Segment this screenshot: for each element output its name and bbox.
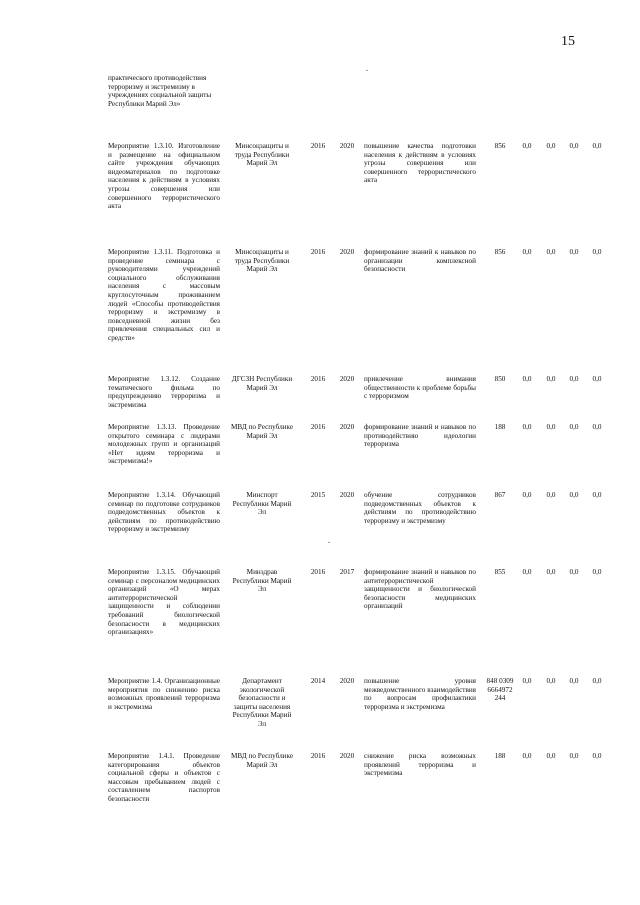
year-start: 2014	[310, 677, 326, 685]
expected-result: привлечение внимания общественности к проблеме борьбы с терроризмом	[364, 375, 476, 401]
executor: ДГСЗН Республики Марий Эл	[231, 375, 293, 392]
expected-result: обучение сотрудников подведомственных объектов к действиям по противодействию терроризму и экстремизму	[364, 491, 476, 525]
executor: МВД по Республике Марий Эл	[230, 752, 294, 769]
executor: Минздрав Республики Марий Эл	[232, 568, 292, 594]
value-4: 0,0	[592, 423, 602, 431]
activity-name: Мероприятие 1.3.14. Обучающий семинар по подготовке сотрудников подведомственных объектов к действиям по противодействию терроризму и экстремизму	[108, 491, 220, 534]
budget-code: 188	[494, 423, 506, 431]
budget-code: 855	[494, 568, 506, 576]
value-3: 0,0	[569, 491, 579, 499]
budget-code: 867	[494, 491, 506, 499]
page-number: 15	[561, 34, 575, 49]
year-end: 2020	[339, 142, 355, 150]
value-2: 0,0	[546, 752, 556, 760]
activity-name: Мероприятие 1.4.1. Проведение категорирования объектов социальной сферы и объектов с массовым пребыванием людей с составлением паспортов безопасности	[108, 752, 220, 803]
year-start: 2016	[310, 142, 326, 150]
value-2: 0,0	[546, 248, 556, 256]
value-1: 0,0	[522, 248, 532, 256]
value-1: 0,0	[522, 491, 532, 499]
year-start: 2016	[310, 752, 326, 760]
scan-speck	[328, 542, 330, 543]
activity-name: Мероприятие 1.3.15. Обучающий семинар с персоналом медицинских организаций «О мерах антитеррористической защищенности и соблюдении требований биологической безопасности в медицинских организациях»	[108, 568, 220, 637]
executor: Минспорт Республики Марий Эл	[232, 491, 292, 517]
value-2: 0,0	[546, 375, 556, 383]
value-4: 0,0	[592, 568, 602, 576]
activity-name: Мероприятие 1.3.13. Проведение открытого семинара с лидерами молодежных групп и организаций «Нет идеям терроризма и экстремизма!»	[108, 423, 220, 466]
value-3: 0,0	[569, 375, 579, 383]
executor: Минсоцзащиты и труда Республики Марий Эл	[234, 142, 290, 168]
continuation-text: практического противодействия терроризму и экстремизму в учреждениях социальной защиты Республики Марий Эл»	[108, 74, 212, 108]
value-1: 0,0	[522, 677, 532, 685]
budget-code: 850	[494, 375, 506, 383]
year-end: 2020	[339, 491, 355, 499]
budget-code: 856	[494, 248, 506, 256]
year-end: 2020	[339, 752, 355, 760]
expected-result: повышение уровня межведомственного взаимодействия по вопросам профилактики терроризма и экстремизма	[364, 677, 476, 711]
value-3: 0,0	[569, 142, 579, 150]
value-2: 0,0	[546, 491, 556, 499]
year-end: 2020	[339, 248, 355, 256]
expected-result: формирование знаний и навыков по антитеррористической защищенности и биологической безопасности медицинских организаций	[364, 568, 476, 611]
expected-result: повышение качества подготовки населения к действиям в условиях угрозы совершения или совершенного террористического акта	[364, 142, 476, 185]
year-end: 2020	[339, 423, 355, 431]
budget-code: 188	[494, 752, 506, 760]
activity-name: Мероприятие 1.4. Организационные мероприятия по снижению риска возможных проявлений терроризма и экстремизма	[108, 677, 220, 711]
scan-speck	[366, 70, 368, 71]
budget-code: 856	[494, 142, 506, 150]
value-1: 0,0	[522, 142, 532, 150]
value-2: 0,0	[546, 568, 556, 576]
year-end: 2020	[339, 375, 355, 383]
executor: Департамент экологической безопасности и защиты населения Республики Марий Эл	[232, 677, 292, 728]
value-4: 0,0	[592, 752, 602, 760]
value-1: 0,0	[522, 423, 532, 431]
budget-code: 848 0309 6664972 244	[486, 677, 514, 703]
activity-name: Мероприятие 1.3.12. Создание тематического фильма по предупреждению терроризма и экстремизма	[108, 375, 220, 409]
year-start: 2016	[310, 375, 326, 383]
value-1: 0,0	[522, 375, 532, 383]
expected-result: снижение риска возможных проявлений терроризма и экстремизма	[364, 752, 476, 778]
year-start: 2015	[310, 491, 326, 499]
year-end: 2020	[339, 677, 355, 685]
value-2: 0,0	[546, 423, 556, 431]
value-4: 0,0	[592, 248, 602, 256]
value-4: 0,0	[592, 677, 602, 685]
value-3: 0,0	[569, 248, 579, 256]
year-start: 2016	[310, 568, 326, 576]
value-4: 0,0	[592, 375, 602, 383]
value-2: 0,0	[546, 142, 556, 150]
expected-result: формирование знаний к навыков по организации комплексной безопасности	[364, 248, 476, 274]
activity-name: Мероприятие 1.3.11. Подготовка и проведение семинара с руководителями учреждений социального обслуживания населения с массовым круглосуточным проживанием людей «Способы противодействия терроризму и экстремизму в повседневной жизни без привлечения специальных сил и средств»	[108, 248, 220, 342]
executor: Минсоцзащиты и труда Республики Марий Эл	[234, 248, 290, 274]
activity-name: Мероприятие 1.3.10. Изготовление и размещение на официальном сайте учреждения обучающих видеоматериалов по подготовке населения к действиям в условиях угрозы совершения или совершенного террористического акта	[108, 142, 220, 211]
expected-result: формирование знаний и навыков по противодействию идеологии терроризма	[364, 423, 476, 449]
value-4: 0,0	[592, 142, 602, 150]
value-3: 0,0	[569, 568, 579, 576]
year-end: 2017	[339, 568, 355, 576]
value-2: 0,0	[546, 677, 556, 685]
executor: МВД по Республике Марий Эл	[230, 423, 294, 440]
value-3: 0,0	[569, 752, 579, 760]
value-1: 0,0	[522, 568, 532, 576]
value-3: 0,0	[569, 423, 579, 431]
year-start: 2016	[310, 423, 326, 431]
year-start: 2016	[310, 248, 326, 256]
value-1: 0,0	[522, 752, 532, 760]
value-4: 0,0	[592, 491, 602, 499]
value-3: 0,0	[569, 677, 579, 685]
